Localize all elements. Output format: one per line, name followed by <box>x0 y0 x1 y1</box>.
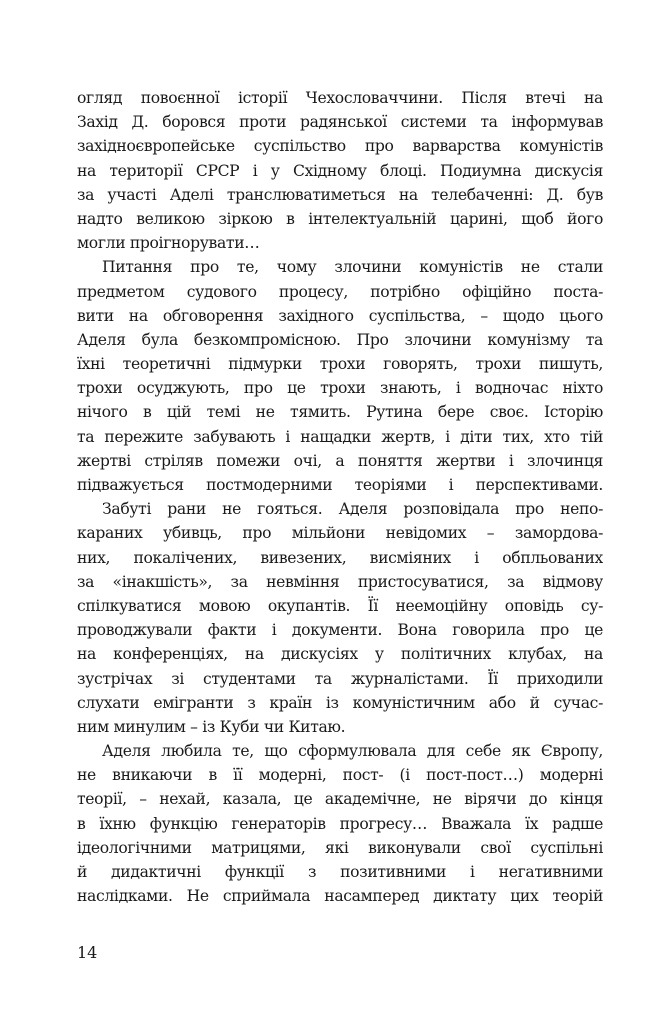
text-line: предметом судового процесу, потрібно офіційно поста- <box>77 282 603 301</box>
text-line: нічого в цій темі не тямить. Рутина бере своє. Історію <box>77 403 603 422</box>
text-line: Аделя любила те, що сформулювала для себе як Європу, <box>102 742 603 761</box>
text-line: спілкуватися мовою окупантів. Її неемоційну оповідь су- <box>77 596 603 615</box>
text-line: й дидактичні функції з позитивними і негативними <box>77 863 603 881</box>
text-line: та пережите забувають і нащадки жертв, і діти тих, хто тій <box>77 427 603 446</box>
text-line: їхні теоретичні підмурки трохи говорять, трохи пишуть, <box>77 355 603 374</box>
text-line: зустрічах зі студентами та журналістами. Її приходили <box>77 669 603 688</box>
text-line: них, покалічених, вивезених, висміяних і обпльованих <box>77 548 603 567</box>
text-line: на території СРСР і у Східному блоці. Подиумна дискусія <box>77 161 603 180</box>
text-line: жертві стріляв помежи очі, а поняття жертви і злочинця <box>77 451 603 470</box>
text-line: наслідками. Не сприймала насамперед диктату цих теорій <box>77 887 603 906</box>
text-line: за «інакшість», за невміння пристосуватися, за відмову <box>77 572 603 591</box>
text-line: Аделя була безкомпромісною. Про злочини комунізму та <box>77 330 603 349</box>
text-line: трохи осуджують, про це трохи знають, і водночас ніхто <box>77 379 603 398</box>
text-line: теорії, – нехай, казала, це академічне, не вірячи до кінця <box>77 790 603 809</box>
text-line: вити на обговорення західного суспільства, – щодо цього <box>77 306 603 325</box>
text-line: слухати емігранти з країн із комуністичним або й сучас- <box>77 693 603 712</box>
body-text <box>77 86 603 908</box>
text-line: в їхню функцію генераторів прогресу… Вважала їх радше <box>77 814 603 833</box>
text-line: Забуті рани не гояться. Аделя розповідала про непо- <box>102 500 603 519</box>
text-line: могли проігнорувати… <box>77 234 260 253</box>
text-line: Захід Д. боровся проти радянської системи та інформував <box>77 113 603 132</box>
text-line: Питання про те, чому злочини комуністів не стали <box>102 258 603 277</box>
text-line: на конференціях, на дискусіях у політичних клубах, на <box>77 645 603 664</box>
text-line: за участі Аделі транслюватиметься на телебаченні: Д. був <box>77 185 603 204</box>
text-line: не вникаючи в її модерні, пост- (і пост-пост…) модерні <box>77 766 603 785</box>
text-line: західноєвропейське суспільство про варварства комуністів <box>77 137 603 156</box>
text-line: огляд повоєнної історії Чехословаччини. Після втечі на <box>77 89 603 107</box>
text-line: підважується постмодерними теоріями і перспективами. <box>77 476 603 494</box>
page-number: 14 <box>77 943 98 962</box>
text-line: надто великою зіркою в інтелектуальній царині, щоб його <box>77 209 603 228</box>
text-line: ідеологічними матрицями, які виконували свої суспільні <box>77 838 603 857</box>
text-line: проводжували факти і документи. Вона говорила про це <box>77 621 603 640</box>
text-line: караних убивць, про мільйони невідомих – замордова- <box>77 524 603 543</box>
text-line: ним минулим – із Куби чи Китаю. <box>77 717 346 736</box>
